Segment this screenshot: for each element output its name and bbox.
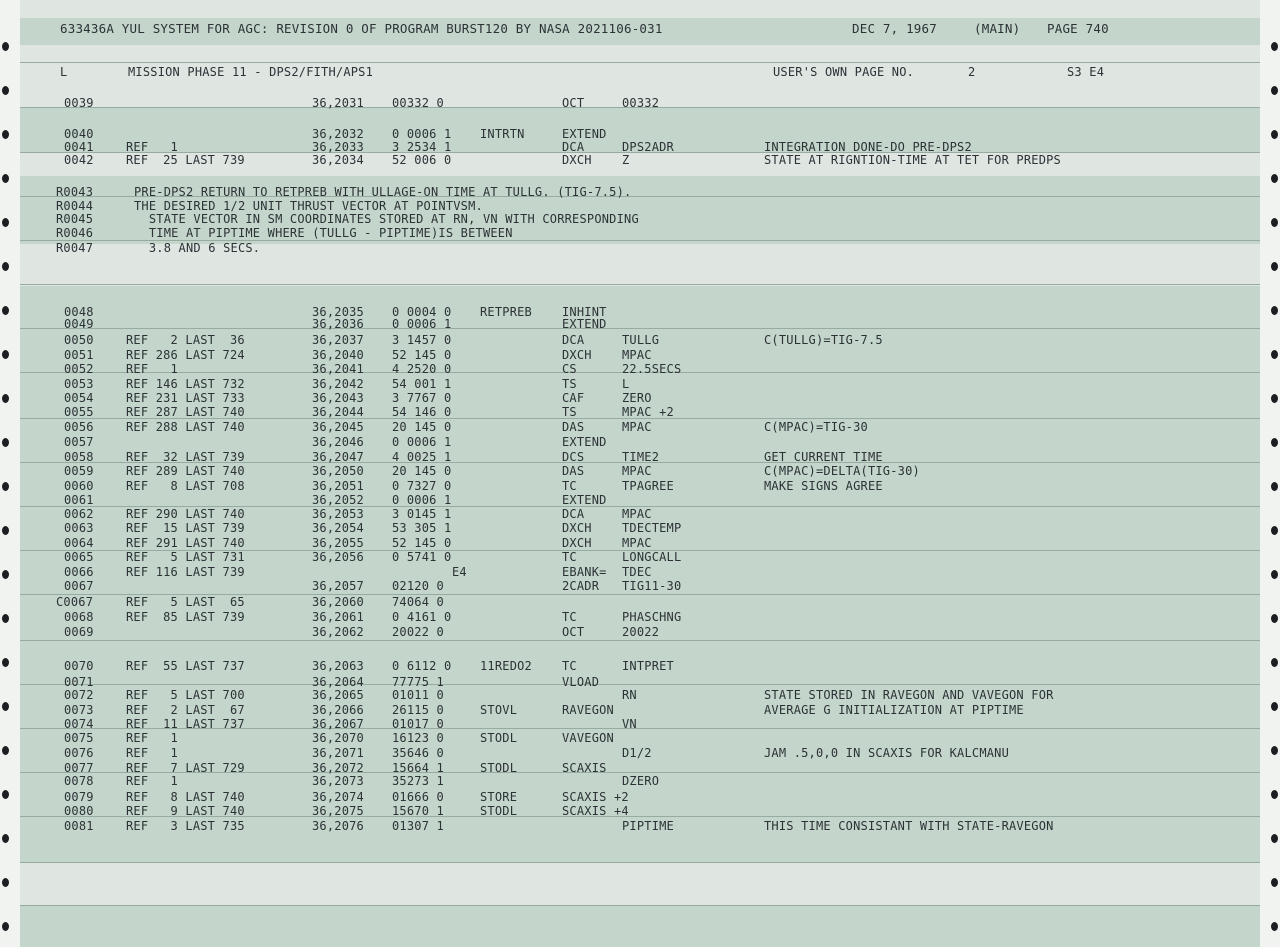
line-num: R0046 bbox=[56, 226, 94, 240]
line-word: 3 1457 0 bbox=[392, 333, 452, 347]
line-word: 53 305 1 bbox=[392, 521, 452, 535]
line-word: 0 7327 0 bbox=[392, 479, 452, 493]
line-num: R0043 bbox=[56, 185, 94, 199]
line-label: STORE bbox=[480, 790, 518, 804]
line-op: TS bbox=[562, 405, 577, 419]
line-comment: C(MPAC)=DELTA(TIG-30) bbox=[764, 464, 920, 478]
line-num: 0070 bbox=[64, 659, 94, 673]
feed-hole bbox=[1271, 306, 1278, 315]
line-remark: THE DESIRED 1/2 UNIT THRUST VECTOR AT POINTVSM. bbox=[134, 199, 483, 213]
line-num: 0049 bbox=[64, 317, 94, 331]
line-num: 0078 bbox=[64, 774, 94, 788]
line-addr: 36,2061 bbox=[312, 610, 364, 624]
line-operand: MPAC bbox=[622, 464, 652, 478]
feed-hole bbox=[2, 834, 9, 843]
line-word: 74064 0 bbox=[392, 595, 444, 609]
line-word: 3 2534 1 bbox=[392, 140, 452, 154]
line-label: INTRTN bbox=[480, 127, 525, 141]
line-op: VAVEGON bbox=[562, 731, 614, 745]
line-ref: REF 290 LAST 740 bbox=[126, 507, 245, 521]
feed-hole bbox=[1271, 746, 1278, 755]
line-op: CAF bbox=[562, 391, 585, 405]
line-num: 0060 bbox=[64, 479, 94, 493]
line-operand: MPAC bbox=[622, 348, 652, 362]
listing-date: DEC 7, 1967 bbox=[852, 21, 937, 36]
feed-hole bbox=[2, 438, 9, 447]
line-addr: 36,2074 bbox=[312, 790, 364, 804]
line-word: 0 0006 1 bbox=[392, 493, 452, 507]
line-num: 0072 bbox=[64, 688, 94, 702]
line-addr: 36,2066 bbox=[312, 703, 364, 717]
line-op: EXTEND bbox=[562, 493, 607, 507]
line-operand: TIME2 bbox=[622, 450, 660, 464]
line-num: 0055 bbox=[64, 405, 94, 419]
line-num: R0047 bbox=[56, 241, 94, 255]
line-addr: 36,2062 bbox=[312, 625, 364, 639]
line-ref: REF 146 LAST 732 bbox=[126, 377, 245, 391]
feed-hole bbox=[2, 130, 9, 139]
line-op: CS bbox=[562, 362, 577, 376]
feed-hole bbox=[2, 878, 9, 887]
line-op: RAVEGON bbox=[562, 703, 614, 717]
line-addr: 36,2045 bbox=[312, 420, 364, 434]
line-ref: REF 288 LAST 740 bbox=[126, 420, 245, 434]
line-num: 0058 bbox=[64, 450, 94, 464]
line-word: 0 5741 0 bbox=[392, 550, 452, 564]
line-operand: ZERO bbox=[622, 391, 652, 405]
line-addr: 36,2041 bbox=[312, 362, 364, 376]
line-addr: 36,2067 bbox=[312, 717, 364, 731]
line-comment: MAKE SIGNS AGREE bbox=[764, 479, 883, 493]
line-addr: 36,2042 bbox=[312, 377, 364, 391]
line-op: DXCH bbox=[562, 521, 592, 535]
line-label: 11REDO2 bbox=[480, 659, 532, 673]
line-num: 0077 bbox=[64, 761, 94, 775]
line-addr: 36,2070 bbox=[312, 731, 364, 745]
listing-section: (MAIN) bbox=[974, 21, 1021, 36]
line-label: STODL bbox=[480, 761, 518, 775]
line-word: 26115 0 bbox=[392, 703, 444, 717]
row-rule bbox=[20, 284, 1260, 285]
line-word: 3 7767 0 bbox=[392, 391, 452, 405]
line-num: 0067 bbox=[64, 579, 94, 593]
line-op: SCAXIS +4 bbox=[562, 804, 629, 818]
line-ref: REF 2 LAST 67 bbox=[126, 703, 245, 717]
line-operand: MPAC bbox=[622, 420, 652, 434]
line-ref: REF 11 LAST 737 bbox=[126, 717, 245, 731]
line-ref: REF 291 LAST 740 bbox=[126, 536, 245, 550]
line-word: 52 006 0 bbox=[392, 153, 452, 167]
line-addr: 36,2054 bbox=[312, 521, 364, 535]
line-op: TC bbox=[562, 479, 577, 493]
line-num: 0079 bbox=[64, 790, 94, 804]
line-num: 0063 bbox=[64, 521, 94, 535]
feed-hole bbox=[2, 790, 9, 799]
line-addr: 36,2065 bbox=[312, 688, 364, 702]
line-word: 0 6112 0 bbox=[392, 659, 452, 673]
line-num: C0067 bbox=[56, 595, 94, 609]
line-ref: REF 289 LAST 740 bbox=[126, 464, 245, 478]
line-operand: PHASCHNG bbox=[622, 610, 682, 624]
line-op: TS bbox=[562, 377, 577, 391]
feed-hole bbox=[2, 394, 9, 403]
line-op: SCAXIS bbox=[562, 761, 607, 775]
line-operand: MPAC bbox=[622, 536, 652, 550]
line-op: OCT bbox=[562, 96, 585, 110]
line-num: 0062 bbox=[64, 507, 94, 521]
line-addr: 36,2053 bbox=[312, 507, 364, 521]
feed-hole bbox=[1271, 614, 1278, 623]
feed-hole bbox=[1271, 262, 1278, 271]
line-label: STOVL bbox=[480, 703, 518, 717]
line-operand: Z bbox=[622, 153, 630, 167]
line-addr: 36,2073 bbox=[312, 774, 364, 788]
line-comment: STATE STORED IN RAVEGON AND VAVEGON FOR bbox=[764, 688, 1054, 702]
line-word: 35273 1 bbox=[392, 774, 444, 788]
feed-hole bbox=[2, 526, 9, 535]
line-ref: REF 7 LAST 729 bbox=[126, 761, 245, 775]
feed-hole bbox=[1271, 834, 1278, 843]
feed-hole bbox=[1271, 482, 1278, 491]
line-op: SCAXIS +2 bbox=[562, 790, 629, 804]
feed-hole bbox=[1271, 878, 1278, 887]
row-rule bbox=[20, 328, 1260, 329]
line-addr: 36,2064 bbox=[312, 675, 364, 689]
line-num: 0081 bbox=[64, 819, 94, 833]
line-word: E4 bbox=[452, 565, 467, 579]
line-ref: REF 287 LAST 740 bbox=[126, 405, 245, 419]
line-op: EXTEND bbox=[562, 435, 607, 449]
feed-hole bbox=[2, 702, 9, 711]
feed-hole bbox=[2, 570, 9, 579]
line-comment: AVERAGE G INITIALIZATION AT PIPTIME bbox=[764, 703, 1024, 717]
line-num: 0074 bbox=[64, 717, 94, 731]
line-word: 20022 0 bbox=[392, 625, 444, 639]
line-op: EXTEND bbox=[562, 317, 607, 331]
feed-hole bbox=[1271, 42, 1278, 51]
line-comment: THIS TIME CONSISTANT WITH STATE-RAVEGON bbox=[764, 819, 1054, 833]
line-operand: DZERO bbox=[622, 774, 660, 788]
subheader-mark: L bbox=[60, 65, 68, 79]
feed-hole bbox=[2, 658, 9, 667]
feed-hole bbox=[2, 262, 9, 271]
line-op: DCS bbox=[562, 450, 585, 464]
line-remark: TIME AT PIPTIME WHERE (TULLG - PIPTIME)IS BETWEEN bbox=[134, 226, 513, 240]
tractor-feed-right bbox=[1260, 0, 1280, 947]
line-ref: REF 25 LAST 739 bbox=[126, 153, 245, 167]
line-num: 0066 bbox=[64, 565, 94, 579]
line-op: TC bbox=[562, 550, 577, 564]
line-ref: REF 15 LAST 739 bbox=[126, 521, 245, 535]
row-rule bbox=[20, 684, 1260, 685]
line-ref: REF 5 LAST 731 bbox=[126, 550, 245, 564]
feed-hole bbox=[1271, 394, 1278, 403]
line-op: 2CADR bbox=[562, 579, 600, 593]
line-word: 0 0006 1 bbox=[392, 317, 452, 331]
line-op: DCA bbox=[562, 140, 585, 154]
row-rule bbox=[20, 62, 1260, 63]
line-op: DAS bbox=[562, 464, 585, 478]
feed-hole bbox=[2, 218, 9, 227]
mission-phase: MISSION PHASE 11 - DPS2/FITH/APS1 bbox=[128, 65, 374, 79]
line-word: 0 0004 0 bbox=[392, 305, 452, 319]
line-op: TC bbox=[562, 610, 577, 624]
feed-hole bbox=[1271, 922, 1278, 931]
line-word: 0 4161 0 bbox=[392, 610, 452, 624]
line-ref: REF 9 LAST 740 bbox=[126, 804, 245, 818]
line-addr: 36,2056 bbox=[312, 550, 364, 564]
line-operand: MPAC bbox=[622, 507, 652, 521]
feed-hole bbox=[1271, 702, 1278, 711]
feed-hole bbox=[2, 306, 9, 315]
line-op: TC bbox=[562, 659, 577, 673]
line-comment: STATE AT RIGNTION-TIME AT TET FOR PREDPS bbox=[764, 153, 1061, 167]
line-operand: LONGCALL bbox=[622, 550, 682, 564]
line-word: 52 145 0 bbox=[392, 348, 452, 362]
line-op: DXCH bbox=[562, 348, 592, 362]
line-op: VLOAD bbox=[562, 675, 600, 689]
line-num: 0075 bbox=[64, 731, 94, 745]
line-operand: 20022 bbox=[622, 625, 660, 639]
line-operand: PIPTIME bbox=[622, 819, 674, 833]
line-addr: 36,2071 bbox=[312, 746, 364, 760]
line-op: EXTEND bbox=[562, 127, 607, 141]
line-num: 0050 bbox=[64, 333, 94, 347]
line-operand: DPS2ADR bbox=[622, 140, 674, 154]
line-word: 52 145 0 bbox=[392, 536, 452, 550]
line-num: 0040 bbox=[64, 127, 94, 141]
line-num: 0053 bbox=[64, 377, 94, 391]
line-ref: REF 55 LAST 737 bbox=[126, 659, 245, 673]
users-page-number: 2 bbox=[968, 65, 976, 79]
line-num: 0051 bbox=[64, 348, 94, 362]
users-page-label: USER'S OWN PAGE NO. bbox=[773, 65, 915, 79]
row-rule bbox=[20, 640, 1260, 641]
line-label: STODL bbox=[480, 804, 518, 818]
line-comment: INTEGRATION DONE-DO PRE-DPS2 bbox=[764, 140, 972, 154]
line-ref: REF 5 LAST 65 bbox=[126, 595, 245, 609]
line-addr: 36,2075 bbox=[312, 804, 364, 818]
line-word: 4 0025 1 bbox=[392, 450, 452, 464]
feed-hole bbox=[1271, 130, 1278, 139]
line-word: 3 0145 1 bbox=[392, 507, 452, 521]
line-addr: 36,2072 bbox=[312, 761, 364, 775]
line-remark: PRE-DPS2 RETURN TO RETPREB WITH ULLAGE-ON TIME AT TULLG. (TIG-7.5). bbox=[134, 185, 632, 199]
line-word: 0 0006 1 bbox=[392, 127, 452, 141]
line-op: DAS bbox=[562, 420, 585, 434]
line-addr: 36,2032 bbox=[312, 127, 364, 141]
tractor-feed-left bbox=[0, 0, 20, 947]
line-addr: 36,2063 bbox=[312, 659, 364, 673]
feed-hole bbox=[2, 350, 9, 359]
line-word: 02120 0 bbox=[392, 579, 444, 593]
line-word: 00332 0 bbox=[392, 96, 444, 110]
line-addr: 36,2036 bbox=[312, 317, 364, 331]
line-addr: 36,2033 bbox=[312, 140, 364, 154]
feed-hole bbox=[1271, 658, 1278, 667]
line-word: 01017 0 bbox=[392, 717, 444, 731]
line-num: 0080 bbox=[64, 804, 94, 818]
line-ref: REF 1 bbox=[126, 731, 178, 745]
line-ref: REF 1 bbox=[126, 746, 178, 760]
line-addr: 36,2060 bbox=[312, 595, 364, 609]
line-addr: 36,2055 bbox=[312, 536, 364, 550]
line-comment: JAM .5,0,0 IN SCAXIS FOR KALCMANU bbox=[764, 746, 1010, 760]
feed-hole bbox=[1271, 350, 1278, 359]
feed-hole bbox=[1271, 218, 1278, 227]
line-word: 15670 1 bbox=[392, 804, 444, 818]
line-num: 0069 bbox=[64, 625, 94, 639]
line-word: 15664 1 bbox=[392, 761, 444, 775]
listing-title: 633436A YUL SYSTEM FOR AGC: REVISION 0 OF PROGRAM BURST120 BY NASA 2021106-031 bbox=[60, 21, 663, 36]
line-operand: RN bbox=[622, 688, 637, 702]
line-op: DXCH bbox=[562, 536, 592, 550]
subheader-code: S3 E4 bbox=[1067, 65, 1105, 79]
line-ref: REF 116 LAST 739 bbox=[126, 565, 245, 579]
line-addr: 36,2037 bbox=[312, 333, 364, 347]
line-comment: GET CURRENT TIME bbox=[764, 450, 883, 464]
feed-hole bbox=[2, 614, 9, 623]
line-operand: 00332 bbox=[622, 96, 660, 110]
line-num: 0054 bbox=[64, 391, 94, 405]
line-word: 77775 1 bbox=[392, 675, 444, 689]
line-addr: 36,2050 bbox=[312, 464, 364, 478]
line-addr: 36,2047 bbox=[312, 450, 364, 464]
line-num: R0044 bbox=[56, 199, 94, 213]
line-num: 0048 bbox=[64, 305, 94, 319]
line-op: DCA bbox=[562, 333, 585, 347]
line-op: OCT bbox=[562, 625, 585, 639]
feed-hole bbox=[2, 922, 9, 931]
line-addr: 36,2034 bbox=[312, 153, 364, 167]
line-num: 0039 bbox=[64, 96, 94, 110]
line-ref: REF 1 bbox=[126, 140, 178, 154]
line-num: 0065 bbox=[64, 550, 94, 564]
line-label: RETPREB bbox=[480, 305, 532, 319]
line-num: 0057 bbox=[64, 435, 94, 449]
line-num: R0045 bbox=[56, 212, 94, 226]
line-ref: REF 8 LAST 740 bbox=[126, 790, 245, 804]
line-ref: REF 5 LAST 700 bbox=[126, 688, 245, 702]
line-remark: 3.8 AND 6 SECS. bbox=[134, 241, 261, 255]
line-addr: 36,2051 bbox=[312, 479, 364, 493]
line-word: 01666 0 bbox=[392, 790, 444, 804]
line-op: INHINT bbox=[562, 305, 607, 319]
line-num: 0071 bbox=[64, 675, 94, 689]
line-ref: REF 32 LAST 739 bbox=[126, 450, 245, 464]
line-op: DXCH bbox=[562, 153, 592, 167]
line-label: STODL bbox=[480, 731, 518, 745]
line-operand: 22.5SECS bbox=[622, 362, 682, 376]
feed-hole bbox=[1271, 86, 1278, 95]
line-word: 54 001 1 bbox=[392, 377, 452, 391]
line-num: 0076 bbox=[64, 746, 94, 760]
feed-hole bbox=[2, 42, 9, 51]
line-ref: REF 1 bbox=[126, 362, 178, 376]
line-addr: 36,2040 bbox=[312, 348, 364, 362]
line-operand: MPAC +2 bbox=[622, 405, 674, 419]
line-ref: REF 1 bbox=[126, 774, 178, 788]
feed-hole bbox=[1271, 570, 1278, 579]
line-num: 0042 bbox=[64, 153, 94, 167]
line-addr: 36,2076 bbox=[312, 819, 364, 833]
line-addr: 36,2031 bbox=[312, 96, 364, 110]
feed-hole bbox=[2, 746, 9, 755]
row-rule bbox=[20, 862, 1260, 863]
line-operand: TDEC bbox=[622, 565, 652, 579]
row-rule bbox=[20, 905, 1260, 906]
line-operand: TIG11-30 bbox=[622, 579, 682, 593]
line-num: 0064 bbox=[64, 536, 94, 550]
feed-hole bbox=[1271, 790, 1278, 799]
line-operand: L bbox=[622, 377, 630, 391]
line-operand: VN bbox=[622, 717, 637, 731]
listing-page: PAGE 740 bbox=[1047, 21, 1109, 36]
line-addr: 36,2046 bbox=[312, 435, 364, 449]
line-word: 20 145 0 bbox=[392, 420, 452, 434]
feed-hole bbox=[1271, 438, 1278, 447]
line-op: DCA bbox=[562, 507, 585, 521]
line-word: 01011 0 bbox=[392, 688, 444, 702]
line-operand: TDECTEMP bbox=[622, 521, 682, 535]
line-ref: REF 286 LAST 724 bbox=[126, 348, 245, 362]
line-num: 0061 bbox=[64, 493, 94, 507]
line-operand: INTPRET bbox=[622, 659, 674, 673]
line-op: EBANK= bbox=[562, 565, 607, 579]
line-ref: REF 8 LAST 708 bbox=[126, 479, 245, 493]
line-addr: 36,2052 bbox=[312, 493, 364, 507]
feed-hole bbox=[1271, 526, 1278, 535]
line-addr: 36,2035 bbox=[312, 305, 364, 319]
line-comment: C(TULLG)=TIG-7.5 bbox=[764, 333, 883, 347]
line-num: 0041 bbox=[64, 140, 94, 154]
line-word: 01307 1 bbox=[392, 819, 444, 833]
feed-hole bbox=[2, 482, 9, 491]
feed-hole bbox=[1271, 174, 1278, 183]
line-addr: 36,2057 bbox=[312, 579, 364, 593]
line-word: 35646 0 bbox=[392, 746, 444, 760]
line-word: 0 0006 1 bbox=[392, 435, 452, 449]
feed-hole bbox=[2, 86, 9, 95]
line-addr: 36,2043 bbox=[312, 391, 364, 405]
line-comment: C(MPAC)=TIG-30 bbox=[764, 420, 868, 434]
line-word: 20 145 0 bbox=[392, 464, 452, 478]
line-ref: REF 3 LAST 735 bbox=[126, 819, 245, 833]
line-num: 0059 bbox=[64, 464, 94, 478]
line-word: 4 2520 0 bbox=[392, 362, 452, 376]
line-operand: TPAGREE bbox=[622, 479, 674, 493]
line-num: 0056 bbox=[64, 420, 94, 434]
feed-hole bbox=[2, 174, 9, 183]
line-addr: 36,2044 bbox=[312, 405, 364, 419]
line-ref: REF 231 LAST 733 bbox=[126, 391, 245, 405]
line-num: 0068 bbox=[64, 610, 94, 624]
line-num: 0073 bbox=[64, 703, 94, 717]
line-num: 0052 bbox=[64, 362, 94, 376]
line-operand: TULLG bbox=[622, 333, 660, 347]
line-word: 54 146 0 bbox=[392, 405, 452, 419]
line-word: 16123 0 bbox=[392, 731, 444, 745]
line-remark: STATE VECTOR IN SM COORDINATES STORED AT RN, VN WITH CORRESPONDING bbox=[134, 212, 639, 226]
line-ref: REF 2 LAST 36 bbox=[126, 333, 245, 347]
line-operand: D1/2 bbox=[622, 746, 652, 760]
line-ref: REF 85 LAST 739 bbox=[126, 610, 245, 624]
